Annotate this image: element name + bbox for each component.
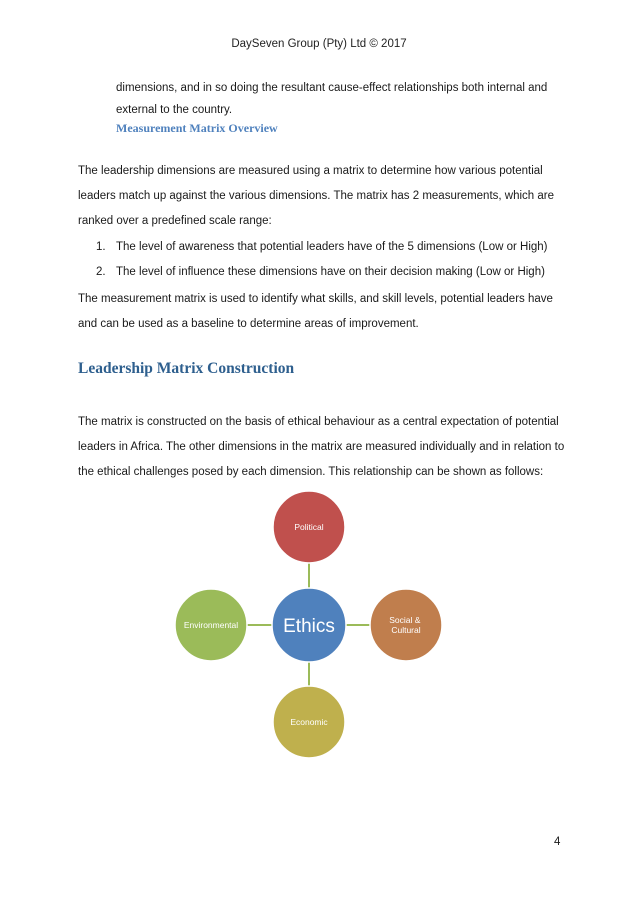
- list-item-number: 2.: [96, 266, 106, 278]
- node-political-label: Political: [294, 522, 324, 532]
- measurement-paragraph: The leadership dimensions are measured using a matrix to determine how various potential leaders match up against the various dimensions. The matrix has 2 measurements, which are ranked over a predefined scale range:: [78, 165, 554, 227]
- list-item-text: The level of awareness that potential leaders have of the 5 dimensions (Low or High): [116, 241, 548, 253]
- node-social-cultural: [370, 589, 442, 661]
- node-environmental: [175, 589, 247, 661]
- list-item-text: The level of influence these dimensions have on their decision making (Low or High): [116, 266, 545, 278]
- node-ethics-label: Ethics: [283, 616, 335, 637]
- node-economic-label: Economic: [290, 717, 328, 727]
- page-header: DaySeven Group (Pty) Ltd © 2017: [231, 38, 407, 50]
- measurement-matrix-heading: Measurement Matrix Overview: [116, 121, 278, 135]
- node-environmental-label: Environmental: [183, 620, 239, 630]
- node-economic: [273, 686, 345, 758]
- leadership-matrix-heading: Leadership Matrix Construction: [78, 360, 295, 377]
- measurement-closing-paragraph: The measurement matrix is used to identify what skills, and skill levels, potential leaders have and can be used as a baseline to determine areas of improvement.: [78, 293, 553, 330]
- node-ethics-center: [272, 588, 346, 662]
- construction-paragraph: The matrix is constructed on the basis of ethical behaviour as a central expectation of potential leaders in Africa. The other dimensions in the matrix are measured individually and in relation to the ethical challenges posed by each dimension. This relationship can be shown as follows:: [78, 416, 565, 478]
- list-item-number: 1.: [96, 241, 106, 253]
- node-political: [273, 491, 345, 563]
- node-social-cultural-label: Social & Cultural: [389, 615, 421, 635]
- page-number: 4: [554, 836, 561, 848]
- intro-continuation-paragraph: dimensions, and in so doing the resultant cause-effect relationships both internal and external to the country.: [116, 82, 548, 116]
